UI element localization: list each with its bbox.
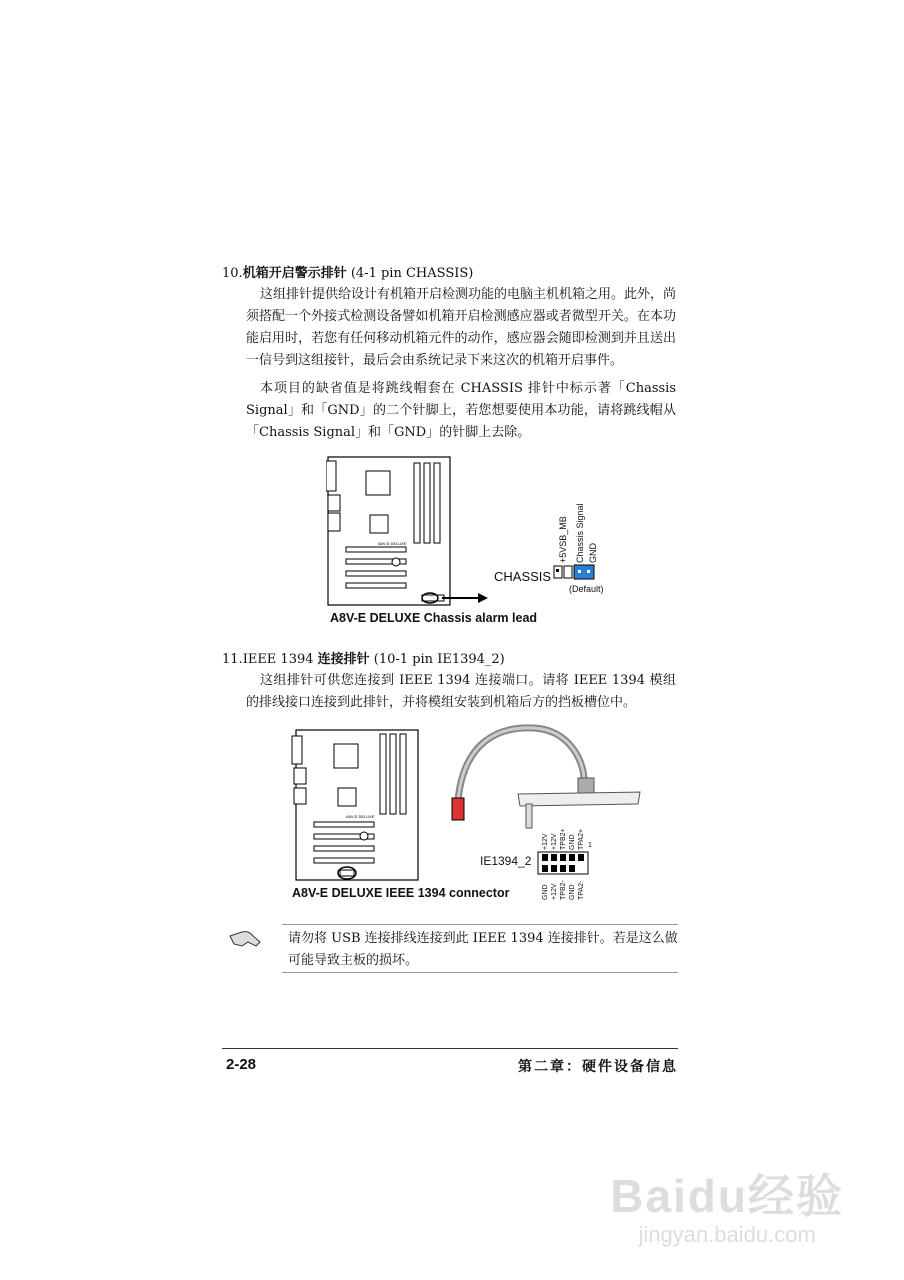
pin-label: GND (569, 834, 576, 850)
pin-label: TPA2+ (578, 828, 585, 850)
pin-label: +12V (551, 883, 558, 900)
section-title-text: 机箱开启警示排针 (242, 266, 347, 281)
header-label: CHASSIS (494, 569, 552, 584)
section-number: 10. (222, 266, 243, 281)
footer-rule (222, 1048, 678, 1049)
section-11-title (222, 648, 505, 667)
default-label: (Default) (569, 584, 604, 594)
section-title-prefix: IEEE 1394 (242, 652, 318, 667)
pin-label: TPB2- (560, 880, 567, 900)
board-label: A8V-E DELUXE (346, 814, 375, 819)
baidu-watermark (610, 1160, 844, 1248)
watermark-url: jingyan.baidu.com (638, 1222, 816, 1247)
motherboard-diagram (288, 722, 648, 907)
paragraph: 这组排针可供您连接到 IEEE 1394 连接端口。请将 IEEE 1394 模组的排线接口连接到此排针，并将模组安装到机箱后方的挡板槽位中。 (246, 673, 676, 710)
paragraph: 这组排针提供给设计有机箱开启检测功能的电脑主机机箱之用。此外，尚须搭配一个外接式检测设备譬如机箱开启检测感应器或者微型开关。在本功能启用时，若您有任何移动机箱元件的动作，感应器会随即检测到并且送出一信号到这组接针，最后会由系统记录下来这次的机箱开启事件。 (246, 287, 677, 368)
section-pin-spec: (10-1 pin IE1394_2) (373, 652, 505, 667)
watermark-brand: Baidu经验 (610, 1170, 844, 1222)
note-hand-icon (228, 926, 262, 954)
chapter-title: 第二章：硬件设备信息 (518, 1059, 678, 1075)
header-label: IE1394_2 (480, 854, 532, 868)
note-top-rule (282, 924, 678, 925)
pin-label: +12V (542, 833, 549, 850)
motherboard-diagram (326, 455, 616, 630)
page-number: 2-28 (226, 1056, 257, 1073)
section-11-body (246, 670, 676, 720)
pin-label: +12V (551, 833, 558, 850)
section-10-title (222, 262, 473, 281)
pin-label: TPB2+ (560, 828, 567, 850)
note-text: 请勿将 USB 连接排线连接到此 IEEE 1394 连接排针。若是这么做可能导致主板的损坏。 (288, 931, 678, 968)
chassis-figure (326, 455, 616, 630)
pin-label: TPA2- (578, 880, 585, 900)
board-label: A8V-E DELUXE (378, 541, 407, 546)
pin-label: GND (569, 884, 576, 900)
ieee1394-figure (288, 722, 648, 907)
pin-label: Chassis Signal (575, 503, 585, 563)
pin1-marker: 1 (588, 842, 592, 849)
figure-caption: A8V-E DELUXE Chassis alarm lead (330, 611, 538, 625)
pin-label: GND (588, 543, 598, 563)
figure-caption: A8V-E DELUXE IEEE 1394 connector (292, 886, 510, 900)
section-title-text: 连接排针 (317, 652, 370, 667)
note-bottom-rule (282, 972, 678, 973)
paragraph: 本项目的缺省值是将跳线帽套在 CHASSIS 排针中标示著「Chassis Signal」和「GND」的二个针脚上，若您想要使用本功能，请将跳线帽从「Chassis Signal」和「GND」的针脚上去除。 (246, 381, 676, 440)
section-number: 11. (222, 652, 243, 667)
section-10-body (246, 284, 676, 450)
section-pin-spec: (4-1 pin CHASSIS) (350, 266, 474, 281)
pin-label: GND (542, 884, 549, 900)
pin-label: +5VSB_MB (558, 516, 568, 563)
